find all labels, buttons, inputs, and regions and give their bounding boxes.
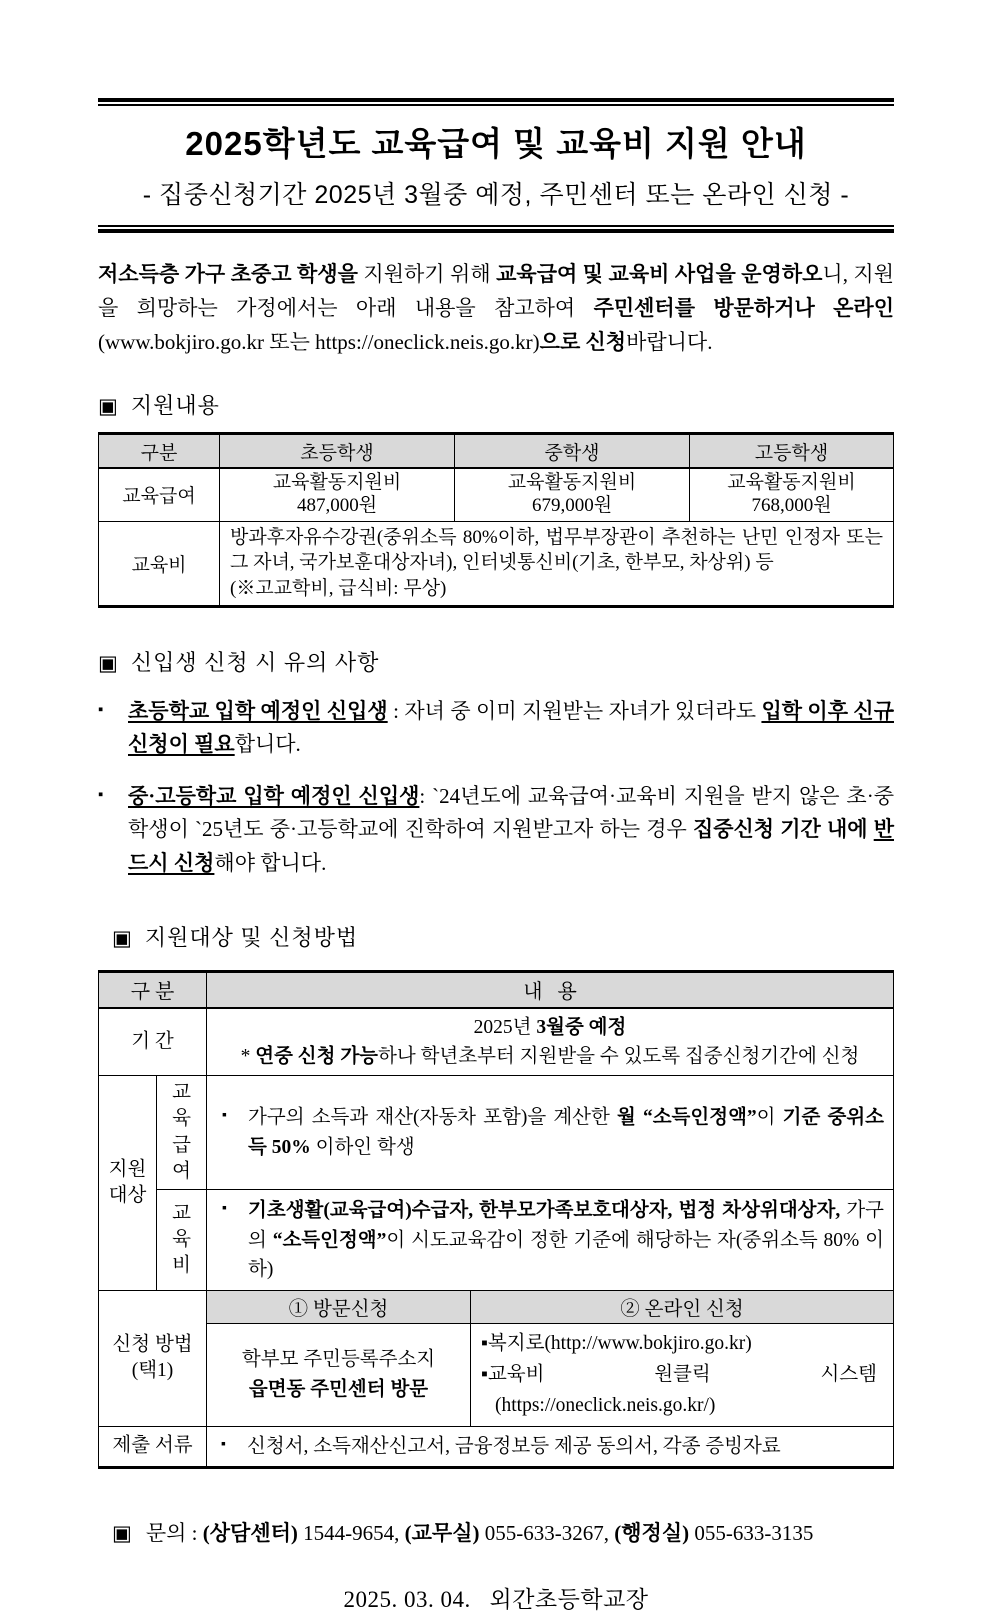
row-label-method xyxy=(99,1291,207,1427)
bullet-square-icon: ▪ xyxy=(221,1436,226,1452)
period-line2: * 연중 신청 가능하나 학년초부터 지원받을 수 있도록 집중신청기간에 신청 xyxy=(240,1045,860,1067)
benefit-cell-high xyxy=(690,468,894,521)
online-item-oneclick xyxy=(481,1359,883,1390)
bullet-square-icon: ▪ xyxy=(481,1364,488,1386)
section-heading-freshmen xyxy=(98,646,894,677)
benefit-amount: 768,000원 xyxy=(751,494,832,516)
benefit-amount: 679,000원 xyxy=(531,494,613,516)
online-word: 시스템 xyxy=(820,1364,877,1386)
row-label-cost: 교육비 xyxy=(99,521,220,606)
section-label: 신입생 신청 시 유의 사항 xyxy=(130,649,380,675)
period-content-cell xyxy=(207,1008,894,1076)
date-signature-line: 2025. 03. 04. 외간초등학교장 xyxy=(343,1586,649,1612)
table-row-target-benefit xyxy=(99,1076,894,1190)
row-label-benefit: 교육급여 xyxy=(99,468,220,521)
benefit-amount: 487,000원 xyxy=(296,494,378,516)
table-row xyxy=(99,468,894,521)
table-row xyxy=(99,521,894,606)
document-title: 2025학년도 교육급여 및 교육비 지원 안내 xyxy=(185,125,807,162)
target-benefit-cell xyxy=(207,1076,894,1190)
visit-line2: 읍면동 주민센터 방문 xyxy=(248,1378,429,1400)
cost-detail-text: 방과후자유수강권(중위소득 80%이하, 법무부장관이 추천하는 난민 인정자 또는 그 자녀, 국가보훈대상자녀), 인터넷통신비(기초, 한부모, 차상위) 등 xyxy=(230,526,883,574)
benefits-table-header-row xyxy=(99,434,894,469)
subheader-visit: ① 방문신청 xyxy=(207,1291,471,1324)
section-heading-benefits xyxy=(98,389,894,420)
online-item-bokjiro: ▪복지로(http://www.bokjiro.go.kr) xyxy=(481,1333,752,1355)
cost-note: (※고교학비, 급식비: 무상) xyxy=(230,577,447,599)
header-cell-category: 구 분 xyxy=(99,971,207,1008)
target-benefit-text: 가구의 소득과 재산(자동차 포함)을 계산한 월 “소득인정액”이 기준 중위소득 50% 이하인 학생 xyxy=(248,1107,885,1158)
section-marker-icon: ▣ xyxy=(98,650,119,675)
header-cell-elementary: 초등학생 xyxy=(220,434,455,469)
section-marker-icon: ▣ xyxy=(112,925,133,950)
online-oneclick-url: (https://oneclick.neis.go.kr/) xyxy=(495,1395,716,1417)
documents-text: 신청서, 소득재산신고서, 금융정보등 제공 동의서, 각종 증빙자료 xyxy=(247,1435,781,1457)
sublabel-cost: 교육비 xyxy=(157,1190,207,1291)
target-cost-cell xyxy=(207,1190,894,1291)
document-subtitle: - 집중신청기간 2025년 3월중 예정, 주민센터 또는 온라인 신청 - xyxy=(142,181,850,209)
target-cost-text: 기초생활(교육급여)수급자, 한부모가족보호대상자, 법정 차상위대상자, 가구의 “소득인정액”이 시도교육감이 정한 기준에 해당하는 자(중위소득 80% 이하) xyxy=(248,1200,884,1280)
benefit-name: 교육활동지원비 xyxy=(272,472,402,494)
section-marker-icon: ▣ xyxy=(98,394,119,419)
benefit-cell-elementary xyxy=(220,468,455,521)
table-row-method-header xyxy=(99,1291,894,1324)
online-word: 교육비 xyxy=(487,1364,545,1386)
benefit-name: 교육활동지원비 xyxy=(727,472,856,494)
table-row-target-cost xyxy=(99,1190,894,1291)
section-label: 지원내용 xyxy=(130,393,220,419)
subheader-online: ② 온라인 신청 xyxy=(471,1291,894,1324)
documents-cell xyxy=(207,1426,894,1467)
header-cell-category: 구분 xyxy=(99,434,220,469)
apply-table xyxy=(98,970,894,1469)
bullet-square-icon: ▪ xyxy=(98,701,104,718)
visit-method-cell xyxy=(207,1324,471,1427)
bullet-square-icon: ▪ xyxy=(98,786,104,803)
bullet-square-icon: ▪ xyxy=(222,1108,227,1124)
list-item xyxy=(98,695,894,762)
method-label-line2: (택1) xyxy=(131,1360,174,1382)
apply-table-header-row xyxy=(99,971,894,1008)
benefits-table xyxy=(98,432,894,608)
section-heading-apply xyxy=(112,921,894,952)
row-label-period: 기 간 xyxy=(99,1008,207,1076)
header-cell-high: 고등학생 xyxy=(690,434,894,469)
freshmen-note-elementary: 초등학교 입학 예정인 신입생 : 자녀 중 이미 지원받는 자녀가 있더라도 입학 이후 신규 신청이 필요합니다. xyxy=(128,698,894,757)
header-cell-content: 내 용 xyxy=(207,971,894,1008)
table-row-method-content xyxy=(99,1324,894,1427)
online-method-cell xyxy=(471,1324,894,1427)
row-label-documents: 제출 서류 xyxy=(99,1426,207,1467)
intro-paragraph: 저소득층 가구 초중고 학생을 지원하기 위해 교육급여 및 교육비 사업을 운영하오니, 지원을 희망하는 가정에서는 아래 내용을 참고하여 주민센터를 방문하거나 온라인(www.bokjiro.go.kr 또는 https://oneclick.neis.go.kr)으로 신청바랍니다. xyxy=(98,262,895,355)
table-row-period xyxy=(99,1008,894,1076)
sublabel-benefit: 교육급여 xyxy=(157,1076,207,1190)
row-label-target: 지원대상 xyxy=(99,1076,157,1291)
contact-line xyxy=(112,1517,894,1547)
online-word: 원클릭 xyxy=(654,1364,711,1386)
header-cell-middle: 중학생 xyxy=(455,434,690,469)
contact-text: 문의 : (상담센터) 1544-9654, (교무실) 055-633-3267, (행정실) 055-633-3135 xyxy=(145,1520,814,1545)
freshmen-note-secondary: 중·고등학교 입학 예정인 신입생: `24년도에 교육급여·교육비 지원을 받지 않은 초·중학생이 `25년도 중·고등학교에 진학하여 지원받고자 하는 경우 집중신청 기간 내에 반드시 신청해야 합니다. xyxy=(128,783,894,875)
cost-detail-cell xyxy=(220,521,894,606)
method-label-line1: 신청 방법 xyxy=(112,1334,193,1355)
list-item xyxy=(98,780,894,881)
table-row-documents xyxy=(99,1426,894,1467)
benefit-cell-middle xyxy=(455,468,690,521)
bullet-square-icon: ▪ xyxy=(222,1201,227,1217)
period-line1: 2025년 3월중 예정 xyxy=(473,1016,627,1038)
visit-line1: 학부모 주민등록주소지 xyxy=(241,1348,436,1370)
section-label: 지원대상 및 신청방법 xyxy=(144,924,359,950)
section-marker-icon: ▣ xyxy=(112,1520,132,1545)
benefit-name: 교육활동지원비 xyxy=(507,472,637,494)
title-box xyxy=(98,98,894,233)
